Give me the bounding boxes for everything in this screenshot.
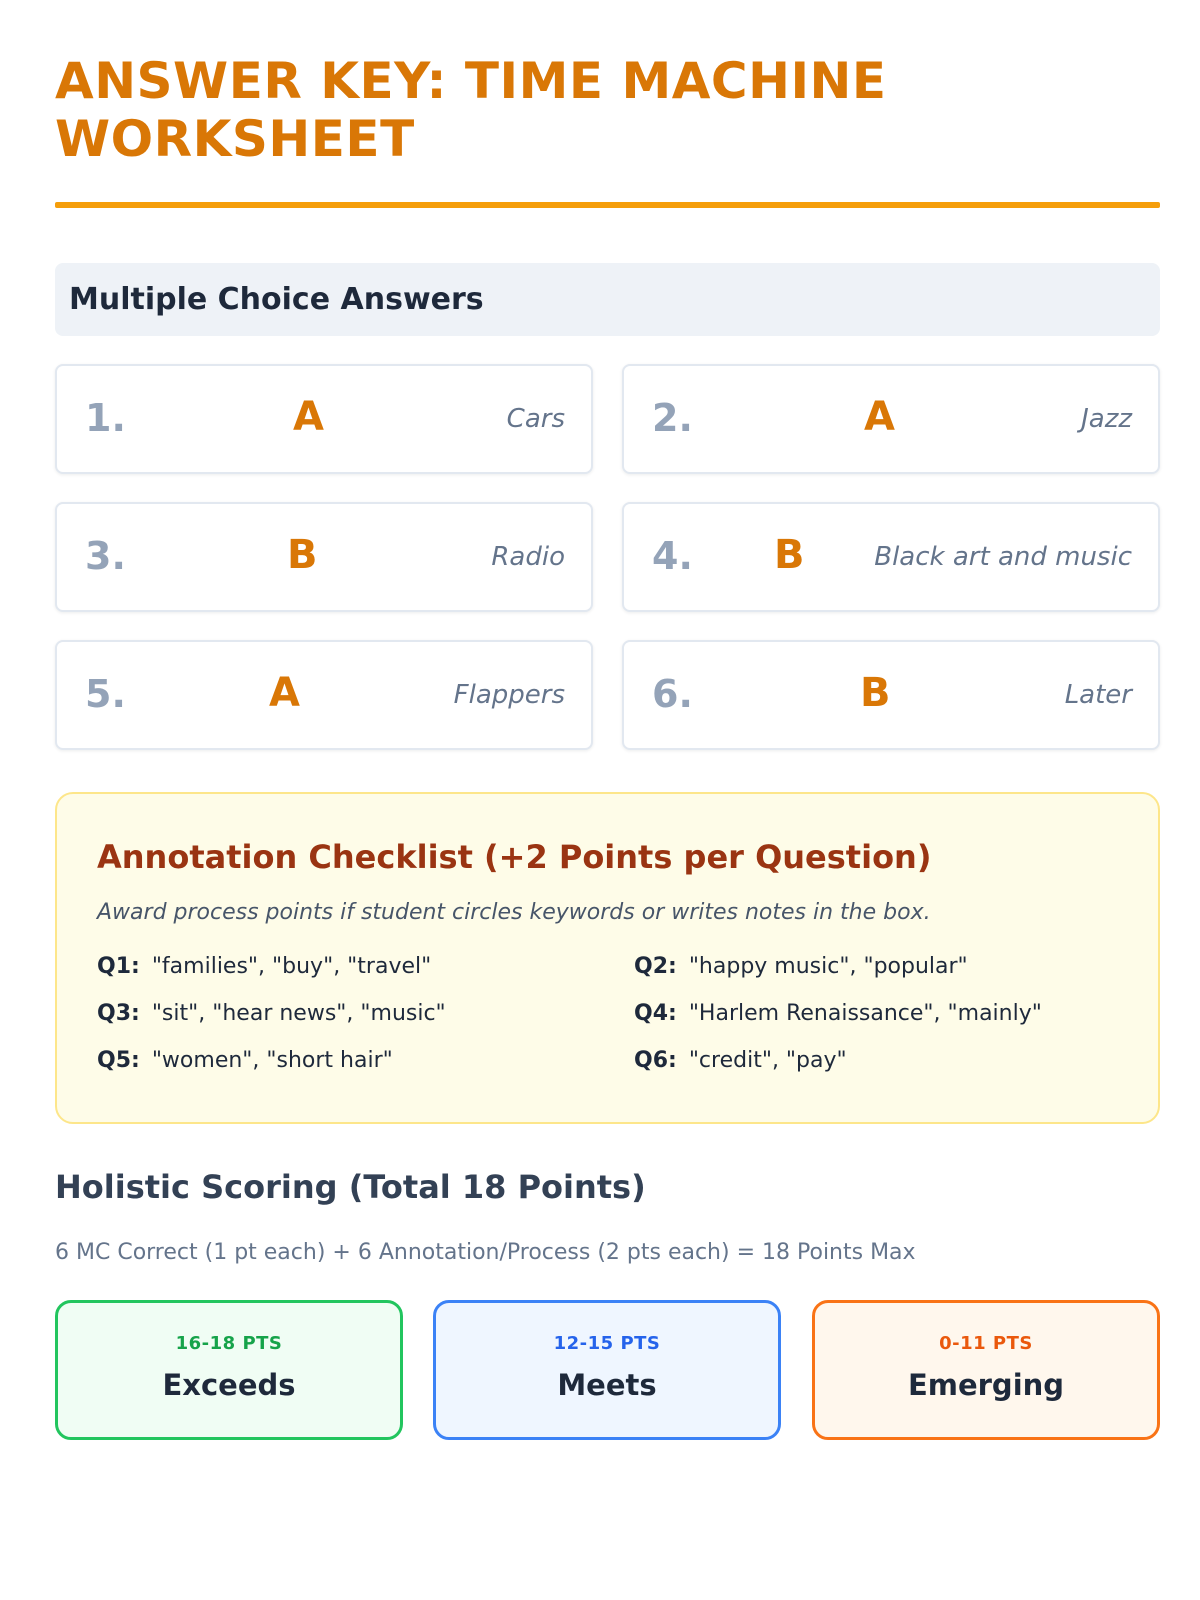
- band-range: 12-15 PTS: [553, 1333, 661, 1354]
- mc-number: 5.: [85, 672, 126, 716]
- keywords: "happy music", "popular": [688, 954, 968, 979]
- mc-card-5: [55, 640, 593, 750]
- checklist-instructions: Award process points if student circles keywords or writes notes in the box.: [97, 900, 931, 925]
- mc-number: 3.: [85, 534, 126, 578]
- band-label: Emerging: [907, 1368, 1065, 1402]
- mc-answer-letter: B: [287, 532, 318, 578]
- mc-section-header: Multiple Choice Answers: [55, 263, 1160, 336]
- checklist-item: [97, 1001, 446, 1026]
- mc-card-4: [622, 502, 1160, 612]
- keywords: "sit", "hear news", "music": [151, 1001, 446, 1026]
- question-label: Q3:: [97, 1001, 140, 1026]
- keywords: "women", "short hair": [151, 1048, 393, 1073]
- checklist-title: Annotation Checklist (+2 Points per Question): [97, 838, 932, 876]
- mc-topic: Cars: [506, 404, 565, 434]
- checklist-item: [634, 1001, 1042, 1026]
- checklist-item: [97, 954, 431, 979]
- score-band-meets: [433, 1300, 781, 1440]
- mc-answer-letter: A: [864, 394, 895, 440]
- score-band-exceeds: [55, 1300, 403, 1440]
- mc-card-2: [622, 364, 1160, 474]
- checklist-item: [634, 1048, 847, 1073]
- mc-topic: Flappers: [453, 680, 565, 710]
- question-label: Q4:: [634, 1001, 677, 1026]
- mc-topic: Radio: [491, 542, 565, 572]
- question-label: Q6:: [634, 1048, 677, 1073]
- score-band-emerging: [812, 1300, 1160, 1440]
- keywords: "families", "buy", "travel": [151, 954, 432, 979]
- band-label: Exceeds: [162, 1368, 296, 1402]
- mc-number: 6.: [652, 672, 693, 716]
- mc-number: 4.: [652, 534, 693, 578]
- mc-topic: Later: [1064, 680, 1132, 710]
- mc-topic: Jazz: [1081, 404, 1132, 434]
- mc-card-3: [55, 502, 593, 612]
- question-label: Q1:: [97, 954, 140, 979]
- mc-answer-letter: A: [293, 394, 324, 440]
- mc-topic: Black art and music: [874, 542, 1132, 572]
- mc-card-6: [622, 640, 1160, 750]
- checklist-item: [634, 954, 968, 979]
- band-range: 16-18 PTS: [175, 1333, 283, 1354]
- band-range: 0-11 PTS: [939, 1333, 1033, 1354]
- keywords: "credit", "pay": [688, 1048, 847, 1073]
- question-label: Q5:: [97, 1048, 140, 1073]
- checklist-item: [97, 1048, 393, 1073]
- mc-answer-letter: B: [774, 532, 805, 578]
- mc-number: 2.: [652, 396, 693, 440]
- question-label: Q2:: [634, 954, 677, 979]
- annotation-checklist: [55, 792, 1160, 1124]
- keywords: "Harlem Renaissance", "mainly": [688, 1001, 1042, 1026]
- scoring-formula: 6 MC Correct (1 pt each) + 6 Annotation/Process (2 pts each) = 18 Points Max: [55, 1240, 916, 1265]
- mc-answer-letter: B: [860, 670, 891, 716]
- scoring-title: Holistic Scoring (Total 18 Points): [55, 1168, 646, 1206]
- mc-card-1: [55, 364, 593, 474]
- page-title: ANSWER KEY: TIME MACHINE WORKSHEET: [55, 52, 887, 168]
- title-divider: [55, 202, 1160, 208]
- band-label: Meets: [557, 1368, 657, 1402]
- mc-answer-letter: A: [269, 670, 300, 716]
- mc-number: 1.: [85, 396, 126, 440]
